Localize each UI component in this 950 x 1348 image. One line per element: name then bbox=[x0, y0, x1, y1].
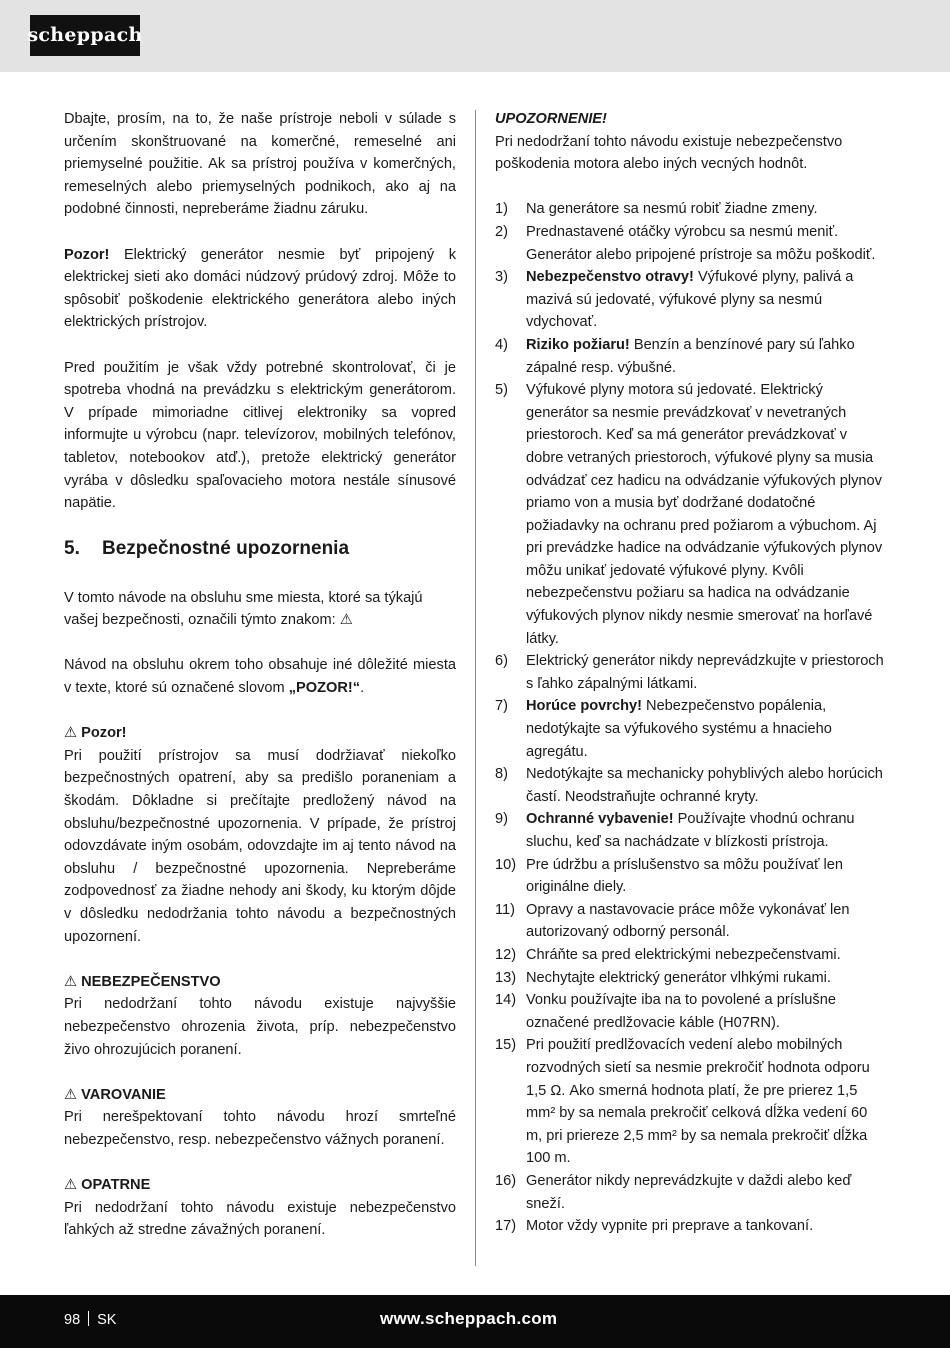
list-item-number: 16) bbox=[495, 1172, 517, 1189]
list-item-body: Nedotýkajte sa mechanicky pohyblivých alebo horúcich častí. Neodstraňujte ochranné kryty. bbox=[526, 766, 883, 805]
list-item-body: Pri použití predlžovacích vedení alebo mobilných rozvodných sietí sa nesmie prekročiť hodnota odporu 1,5 Ω. Ako smerná hodnota platí, že pre prierez 1,5 mm² by sa nemala prekročiť celková dĺžka vedení 60 m, pri priereze 2,5 mm² by sa nemala prekročiť dĺžka 100 m. bbox=[526, 1037, 870, 1167]
page-number: 98 bbox=[64, 1312, 81, 1328]
warning-body: Pri nerešpektovaní tohto návodu hrozí smrteľné nebezpečenstvo, resp. nebezpečenstvo vážnych poranení. bbox=[64, 1109, 456, 1148]
list-item-text bbox=[526, 379, 887, 650]
list-item bbox=[495, 1170, 887, 1215]
list-item-text bbox=[526, 266, 887, 334]
list-item-number: 5) bbox=[495, 382, 508, 399]
section-number: 5. bbox=[64, 537, 80, 559]
page-indicator bbox=[64, 1308, 116, 1332]
safety-list bbox=[495, 198, 887, 1237]
list-item bbox=[495, 854, 887, 899]
list-item-number: 4) bbox=[495, 336, 508, 353]
list-item-body: Vonku používajte iba na to povolené a príslušne označené predlžovacie káble (H07RN). bbox=[526, 992, 836, 1031]
list-item-body: Opravy a nastavovacie práce môže vykonávať len autorizovaný odborný personál. bbox=[526, 901, 850, 941]
list-item bbox=[495, 944, 887, 967]
pozor-label: Pozor! bbox=[64, 246, 110, 263]
list-item-text bbox=[526, 650, 887, 695]
warning-heading: ⚠ VAROVANIE bbox=[64, 1086, 166, 1103]
pozor-heading: ⚠ Pozor! bbox=[64, 725, 127, 742]
footer-separator bbox=[88, 1311, 89, 1326]
list-item-number: 10) bbox=[495, 856, 517, 873]
list-item-body: Benzín a benzínové pary sú ľahko zápalné resp. výbušné. bbox=[526, 336, 855, 376]
list-item-body: Chráňte sa pred elektrickými nebezpečenstvami. bbox=[526, 946, 841, 963]
list-item bbox=[495, 379, 887, 650]
section-heading bbox=[64, 537, 456, 561]
list-item bbox=[495, 650, 887, 695]
section-title: Bezpečnostné upozornenia bbox=[102, 537, 350, 559]
list-item-body: Výfukové plyny motora sú jedovaté. Elektrický generátor sa nesmie prevádzkovať v nevetraných priestoroch. Keď sa má generátor prevádzkovať v dobre vetraných priestoroch, výfukové plyny sa musia odvádzať cez hadicu na odvádzanie výfukových plynov priamo von a musia byť dodržané dodatočné požiadavky na ochranu pred požiarom a výbuchom. Aj pri prevádzke hadice na odvádzanie výfukových plynov môžu unikať jedovaté výfukové plyny. Kvôli nebezpečenstvu požiaru sa hadica na odvádzanie výfukových plynov nikdy nesmie smerovať na horľavé látky. bbox=[526, 382, 883, 647]
list-item bbox=[495, 899, 887, 944]
list-item-body: Pre údržbu a príslušenstvo sa môžu používať len originálne diely. bbox=[526, 856, 843, 896]
list-item-number: 11) bbox=[495, 901, 516, 918]
list-item-emphasis: Nebezpečenstvo otravy! bbox=[526, 269, 694, 286]
pozor-word-paragraph bbox=[64, 654, 456, 699]
list-item-number: 13) bbox=[495, 969, 517, 986]
language-code: SK bbox=[97, 1312, 117, 1328]
list-item-number: 2) bbox=[495, 223, 508, 240]
list-item-text bbox=[526, 967, 887, 990]
list-item-body: Nechytajte elektrický generátor vlhkými rukami. bbox=[526, 969, 831, 986]
pozor-word: „POZOR!“ bbox=[288, 680, 361, 697]
list-item-text bbox=[526, 1170, 887, 1215]
notice-body: Pri nedodržaní tohto návodu existuje nebezpečenstvo poškodenia motora alebo iných vecných hodnôt. bbox=[495, 133, 843, 173]
list-item-body: Výfukové plyny, palivá a mazivá sú jedovaté, výfukové plyny sa nesmú vdychovať. bbox=[526, 269, 854, 331]
list-item-text bbox=[526, 198, 887, 221]
list-item-body: Generátor nikdy neprevádzkujte v daždi alebo keď sneží. bbox=[526, 1172, 852, 1212]
scheppach-logo bbox=[27, 15, 143, 56]
list-item bbox=[495, 1215, 887, 1238]
list-item-text bbox=[526, 854, 887, 899]
notice-heading: UPOZORNENIE! bbox=[495, 111, 607, 127]
intro-paragraph: Dbajte, prosím, na to, že naše prístroje neboli v súlade s určením skonštruované na komerčné, remeselné ani priemyselné použitie. Ak sa prístroj používa v komerčných, remeselných alebo priemyselných podnikoch, ako aj na podobné činnosti, nepreberáme žiadnu záruku. bbox=[64, 111, 456, 218]
caution-body: Pri nedodržaní tohto návodu existuje nebezpečenstvo ľahkých až stredne závažných poranení. bbox=[64, 1199, 456, 1239]
list-item-number: 14) bbox=[495, 992, 517, 1009]
list-item bbox=[495, 763, 887, 808]
symbol-intro-paragraph: V tomto návode na obsluhu sme miesta, ktoré sa týkajú vašej bezpečnosti, označili týmto znakom: ⚠ bbox=[64, 589, 423, 629]
left-column bbox=[64, 108, 456, 1242]
list-item-body: Motor vždy vypnite pri preprave a tankovaní. bbox=[526, 1218, 814, 1235]
list-item-number: 15) bbox=[495, 1037, 517, 1054]
list-item-body: Na generátore sa nesmú robiť žiadne zmeny. bbox=[526, 201, 818, 218]
list-item-text bbox=[526, 944, 887, 967]
list-item-body: Prednastavené otáčky výrobcu sa nesmú meniť. Generátor alebo pripojené prístroje sa môžu poškodiť. bbox=[526, 223, 876, 263]
list-item-text bbox=[526, 695, 887, 763]
consumer-check-paragraph: Pred použitím je však vždy potrebné skontrolovať, či je spotreba vhodná na prevádzku s elektrickým generátorom. V prípade mimoriadne citlivej elektroniky sa vopred informujte u výrobcu (napr. televízorov, mobilných telefónov, tabletov, notebookov atď.), pretože elektrický generátor vyrába v dôsledku spaľovacieho motora nestále sínusové napätie. bbox=[64, 359, 456, 512]
pozor-paragraph-text: Elektrický generátor nesmie byť pripojený k elektrickej sieti ako domáci núdzový prúdový zdroj. Môže to spôsobiť poškodenie elektrického generátora alebo iných elektrických prístrojov. bbox=[64, 246, 456, 331]
list-item-text bbox=[526, 334, 887, 379]
list-item-body: Nebezpečenstvo popálenia, nedotýkajte sa výfukového systému a hnacieho agregátu. bbox=[526, 698, 832, 760]
list-item-emphasis: Riziko požiaru! bbox=[526, 336, 630, 353]
page-footer bbox=[0, 1295, 950, 1348]
list-item-number: 1) bbox=[495, 201, 508, 218]
pozor-word-text: Návod na obsluhu okrem toho obsahuje iné dôležité miesta v texte, ktoré sú označené slovom bbox=[64, 657, 456, 697]
list-item-number: 17) bbox=[495, 1218, 517, 1235]
danger-heading: ⚠ NEBEZPEČENSTVO bbox=[64, 973, 221, 990]
danger-body: Pri nedodržaní tohto návodu existuje najvyššie nebezpečenstvo ohrozenia života, príp. nebezpečenstvo živo ohrozujúcich poranení. bbox=[64, 996, 456, 1058]
list-item-number: 8) bbox=[495, 766, 508, 783]
list-item bbox=[495, 695, 887, 763]
list-item-text bbox=[526, 763, 887, 808]
list-item-number: 7) bbox=[495, 698, 508, 715]
website-url: www.scheppach.com bbox=[380, 1309, 558, 1328]
pozor-word-end: . bbox=[360, 680, 365, 697]
list-item-emphasis: Horúce povrchy! bbox=[526, 698, 642, 715]
list-item-text bbox=[526, 808, 887, 853]
list-item bbox=[495, 989, 887, 1034]
list-item-text bbox=[526, 989, 887, 1034]
list-item-body: Elektrický generátor nikdy neprevádzkujte v priestoroch s ľahko zápalnými látkami. bbox=[526, 653, 884, 692]
list-item bbox=[495, 198, 887, 221]
list-item bbox=[495, 334, 887, 379]
logo-text: scheppach bbox=[27, 24, 143, 47]
list-item-number: 9) bbox=[495, 811, 508, 828]
list-item-text bbox=[526, 1215, 887, 1238]
list-item-body: Používajte vhodnú ochranu sluchu, keď sa nachádzate v blízkosti prístroja. bbox=[526, 811, 855, 850]
list-item bbox=[495, 808, 887, 853]
pozor-body: Pri použití prístrojov sa musí dodržiavať niekoľko bezpečnostných opatrení, aby sa predišlo poraneniam a škodám. Dôkladne si prečítajte predložený návod na obsluhu/bezpečnostné upozornenia. V prípade, že prístroj odovzdávate iným osobám, odovzdajte im aj tento návod na obsluhu / bezpečnostné upozornenia. Nepreberáme zodpovednosť za žiadne nehody ani škody, ku ktorým dôjde v dôsledku nedodržania tohto návodu a bezpečnostných upozornení. bbox=[64, 747, 456, 945]
pozor-paragraph bbox=[64, 244, 456, 334]
list-item-number: 12) bbox=[495, 946, 517, 963]
list-item bbox=[495, 967, 887, 990]
list-item-text bbox=[526, 899, 887, 944]
right-column bbox=[495, 108, 887, 1238]
list-item bbox=[495, 221, 887, 266]
list-item-emphasis: Ochranné vybavenie! bbox=[526, 811, 674, 828]
list-item-number: 3) bbox=[495, 269, 508, 286]
caution-heading: ⚠ OPATRNE bbox=[64, 1177, 151, 1194]
list-item-number: 6) bbox=[495, 653, 508, 670]
page-header bbox=[0, 0, 950, 72]
list-item bbox=[495, 266, 887, 334]
list-item bbox=[495, 1034, 887, 1170]
list-item-text bbox=[526, 1034, 887, 1170]
column-divider bbox=[475, 110, 476, 1266]
list-item-text bbox=[526, 221, 887, 266]
